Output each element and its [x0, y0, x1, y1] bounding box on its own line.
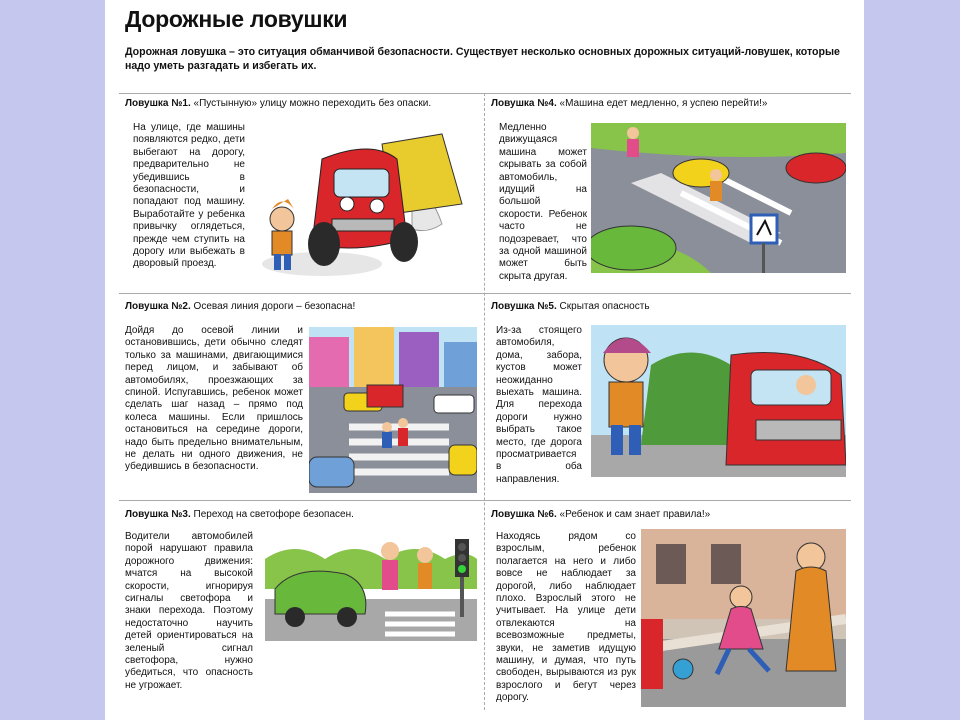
trap-4-illustration — [591, 123, 846, 273]
trap-4-label: Ловушка №4. — [491, 98, 557, 109]
trap-1-title: «Пустынную» улицу можно переходить без опаски. — [193, 98, 432, 109]
trap-3-illustration — [265, 529, 477, 641]
trap-3-text: Водители автомобилей порой нарушают правила дорожного движения: мчатся на высокой скорости, игнорируя сигналы светофора и знаки перехода. Поэтому недостаточно научить детей ориентироваться на зеленый сигнал светофора, нужно убедиться, что опасность не угрожает. — [125, 531, 253, 691]
column-divider — [484, 93, 485, 710]
crosswalk-cars-illustration — [591, 123, 846, 273]
truck-boy-illustration — [262, 114, 476, 284]
trap-3-heading — [125, 509, 354, 520]
hidden-danger-illustration — [591, 325, 846, 477]
trap-6-illustration — [641, 529, 846, 707]
trap-1-label: Ловушка №1. — [125, 98, 191, 109]
trap-1-heading — [125, 98, 431, 109]
intro-paragraph: Дорожная ловушка – это ситуация обманчивой безопасности. Существует несколько основных дорожных ситуаций-ловушек, которые надо уметь разгадать и избегать их. — [125, 46, 840, 72]
trap-5-label: Ловушка №5. — [491, 301, 557, 312]
trap-6-title: «Ребенок и сам знает правила!» — [559, 509, 711, 520]
trap-1-text: На улице, где машины появляются редко, дети выбегают на дорогу, предварительно не убедившись в безопасности, и попадают под машину. Выработайте у ребенка привычку оглядеться, прежде чем ступить на дорогу или выбежать в дворовый проезд. — [133, 122, 245, 270]
trap-5 — [491, 301, 851, 498]
trap-3-label: Ловушка №3. — [125, 509, 191, 520]
trap-3 — [125, 509, 480, 709]
trap-2-title: Осевая линия дороги – безопасна! — [193, 301, 356, 312]
divider-row-2 — [119, 500, 851, 501]
trap-4-text: Медленно движущаяся машина может скрывать за собой автомобиль, идущий на большой скорости. Ребенок часто не подозревает, что за одной машиной может быть скрыта другая. — [499, 122, 587, 282]
trap-6-text: Находясь рядом со взрослым, ребенок полагается на него и либо вовсе не наблюдает за дорогой, либо наблюдает плохо. Взрослый этого не учитывает. На улице дети отвлекаются на всевозможные предметы, звуки, не заметив идущую машину, и думая, что путь свободен, вырываются из рук взрослого и бегут через дорогу. — [496, 531, 636, 704]
trap-2-label: Ловушка №2. — [125, 301, 191, 312]
trap-6-label: Ловушка №6. — [491, 509, 557, 520]
page-sheet — [105, 0, 864, 720]
trap-2 — [125, 301, 480, 498]
trap-6-heading — [491, 509, 710, 520]
child-runs-illustration — [641, 529, 846, 707]
trap-2-text: Дойдя до осевой линии и остановившись, дети обычно следят только за машинами, двигающимися перед лицом, и забывают об автомобилях, проезжающих за спиной. Испугавшись, ребенок может сделать шаг назад – прямо под колеса машины. Если пришлось остановиться на середине дороги, надо быть предельно внимательным, не делать ни одного движения, не убедившись в безопасности. — [125, 325, 303, 473]
trap-4-heading — [491, 98, 768, 109]
traffic-light-illustration — [265, 529, 477, 641]
page-title: Дорожные ловушки — [125, 6, 348, 32]
trap-5-illustration — [591, 325, 846, 477]
trap-5-title: Скрытая опасность — [559, 301, 650, 312]
center-line-illustration — [309, 327, 477, 493]
trap-5-heading — [491, 301, 650, 312]
trap-2-heading — [125, 301, 355, 312]
trap-1 — [125, 98, 480, 290]
trap-3-title: Переход на светофоре безопасен. — [193, 509, 354, 520]
trap-5-text: Из-за стоящего автомобиля, дома, забора, кустов может неожиданно выехать машина. Для перехода дороги нужно выбрать такое место, где дорога просматривается в оба направления. — [496, 325, 582, 485]
trap-4-title: «Машина едет медленно, я успею перейти!» — [559, 98, 768, 109]
trap-6 — [491, 509, 851, 709]
divider-top — [119, 93, 851, 94]
trap-4 — [491, 98, 851, 290]
trap-1-illustration — [262, 114, 476, 284]
divider-row-1 — [119, 293, 851, 294]
trap-2-illustration — [309, 327, 477, 493]
